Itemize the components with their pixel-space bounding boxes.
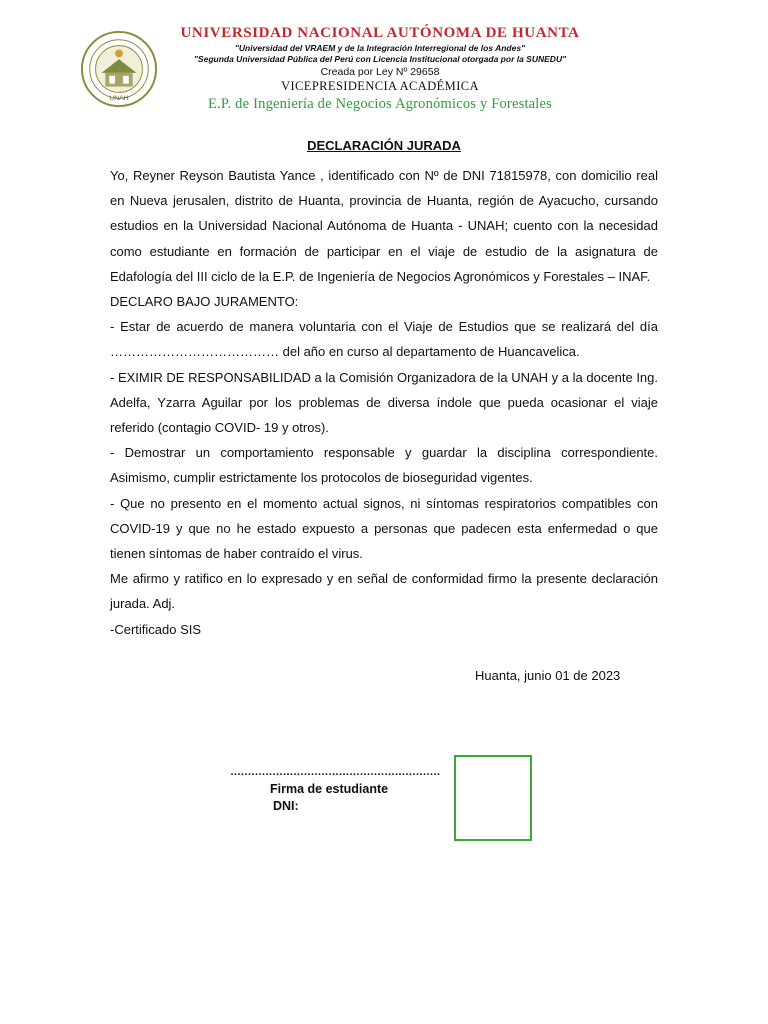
creation-law: Creada por Ley Nº 29658	[320, 66, 440, 78]
motto-line-1: "Universidad del VRAEM y de la Integración Interregional de los Andes"	[234, 43, 526, 53]
letterhead-text	[160, 24, 600, 114]
paragraph-affirm: Me afirmo y ratifico en lo expresado y en señal de conformidad firmo la presente declaración jurada. Adj.	[110, 571, 658, 612]
paragraph-declaro: DECLARO BAJO JURAMENTO:	[110, 294, 299, 310]
paragraph-health: - Que no presento en el momento actual signos, ni síntomas respiratorios compatibles con COVID-19 y que no he estado expuesto a personas que padecen esta enfermedad o que tienen síntomas de haber contraído el virus.	[110, 495, 658, 562]
document-body	[110, 163, 658, 642]
date-place: Huanta, junio 01 de 2023	[475, 668, 621, 683]
paragraph-trip-agreement: - Estar de acuerdo de manera voluntaria con el Viaje de Estudios que se realizará del día ………………………………… del año en curso al departamento de Huancavelica.	[110, 319, 658, 360]
school-name: E.P. de Ingeniería de Negocios Agronómicos y Forestales	[207, 96, 553, 112]
signature-label: Firma de estudiante	[270, 782, 389, 796]
paragraph-exempt: - EXIMIR DE RESPONSABILIDAD a la Comisión Organizadora de la UNAH y a la docente Ing. Adelfa, Yzarra Aguilar por los problemas de diversa índole que pueda ocasionar el viaje referido (contagio COVID- 19 y otros).	[110, 369, 658, 436]
dni-label: DNI:	[273, 799, 299, 813]
letterhead	[0, 0, 768, 115]
paragraph-identification: Yo, Reyner Reyson Bautista Yance , identificado con Nº de DNI 71815978, con domicilio real en Nueva jerusalen, distrito de Huanta, provincia de Huanta, región de Ayacucho, cursando estudios en la Universidad Nacional Autónoma de Huanta - UNAH; cuento con la necesidad como estudiante en formación de participar en el viaje de estudio de la asignatura de Edafología del III ciclo de la E.P. de Ingeniería de Negocios Agronómicos y Forestales – INAF.	[110, 168, 658, 284]
document-title: DECLARACIÓN JURADA	[307, 138, 461, 153]
university-seal-icon	[80, 30, 158, 108]
paragraph-behavior: - Demostrar un comportamiento responsable y guardar la disciplina correspondiente. Asimismo, cumplir estrictamente los protocolos de bioseguridad vigentes.	[110, 445, 658, 486]
seal-unah-text: UNAH	[109, 95, 129, 103]
vice-presidency: VICEPRESIDENCIA ACADÉMICA	[281, 79, 479, 93]
university-name: UNIVERSIDAD NACIONAL AUTÓNOMA DE HUANTA	[180, 25, 580, 41]
motto-line-2: "Segunda Universidad Pública del Perú con Licencia Institucional otorgada por la SUNEDU"	[193, 54, 567, 64]
fingerprint-box	[454, 755, 532, 841]
paragraph-attachment: -Certificado SIS	[110, 621, 202, 637]
signature-line: ……………………………………………………	[230, 766, 440, 778]
